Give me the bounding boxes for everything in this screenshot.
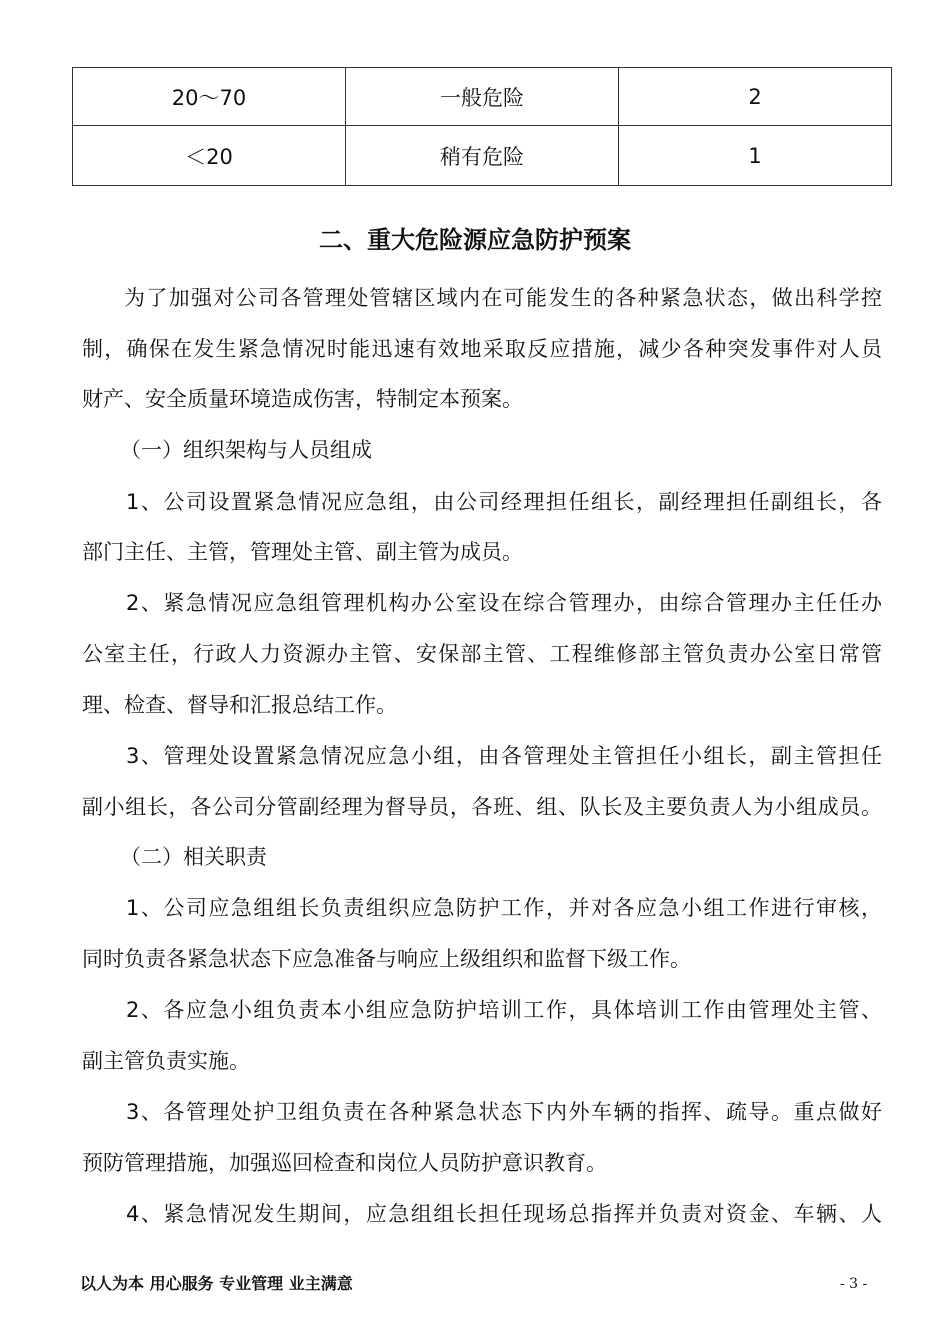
paragraph-line: 2、紧急情况应急组管理机构办公室设在综合管理办，由综合管理办主任任办 [126, 591, 882, 615]
paragraph-line: 副小组长，各公司分管副经理为督导员，各班、组、队长及主要负责人为小组成员。 [82, 795, 882, 819]
paragraph-line: 3、管理处设置紧急情况应急小组，由各管理处主管担任小组长，副主管担任 [126, 744, 882, 768]
risk-level-table [72, 67, 892, 186]
table-row [73, 126, 892, 186]
table-cell-grade: 2 [619, 68, 892, 126]
table-cell-grade: 1 [619, 126, 892, 186]
paragraph-line: 2、各应急小组负责本小组应急防护培训工作，具体培训工作由管理处主管、 [126, 998, 882, 1022]
paragraph-line: 3、各管理处护卫组负责在各种紧急状态下内外车辆的指挥、疏导。重点做好 [126, 1100, 882, 1124]
paragraph-line: 公室主任，行政人力资源办主管、安保部主管、工程维修部主管负责办公室日常管 [82, 642, 882, 666]
paragraph-line: 部门主任、主管，管理处主管、副主管为成员。 [82, 540, 523, 564]
table-cell-level: 稍有危险 [346, 126, 619, 186]
paragraph-line: 财产、安全质量环境造成伤害，特制定本预案。 [82, 387, 523, 411]
paragraph-line: 为了加强对公司各管理处管辖区域内在可能发生的各种紧急状态，做出科学控 [124, 286, 882, 310]
table-cell-score: ＜20 [73, 126, 346, 186]
paragraph-line: 预防管理措施，加强巡回检查和岗位人员防护意识教育。 [82, 1151, 607, 1175]
subsection-heading: （一）组织架构与人员组成 [120, 438, 372, 462]
paragraph-line: 制，确保在发生紧急情况时能迅速有效地采取反应措施，减少各种突发事件对人员 [82, 337, 882, 361]
paragraph-line: 同时负责各紧急状态下应急准备与响应上级组织和监督下级工作。 [82, 947, 691, 971]
page-number: - 3 - [840, 1276, 868, 1292]
table-cell-level: 一般危险 [346, 68, 619, 126]
section-heading: 二、重大危险源应急防护预案 [319, 226, 631, 254]
footer-slogan: 以人为本 用心服务 专业管理 业主满意 [80, 1274, 353, 1293]
paragraph-line: 1、公司应急组组长负责组织应急防护工作，并对各应急小组工作进行审核， [126, 896, 882, 920]
paragraph-line: 4、紧急情况发生期间，应急组组长担任现场总指挥并负责对资金、车辆、人 [126, 1202, 882, 1226]
paragraph-line: 1、公司设置紧急情况应急组，由公司经理担任组长，副经理担任副组长，各 [126, 490, 882, 514]
table-cell-score: 20～70 [73, 68, 346, 126]
table-row [73, 68, 892, 126]
subsection-heading: （二）相关职责 [120, 845, 267, 869]
paragraph-line: 副主管负责实施。 [82, 1049, 250, 1073]
paragraph-line: 理、检查、督导和汇报总结工作。 [82, 693, 397, 717]
